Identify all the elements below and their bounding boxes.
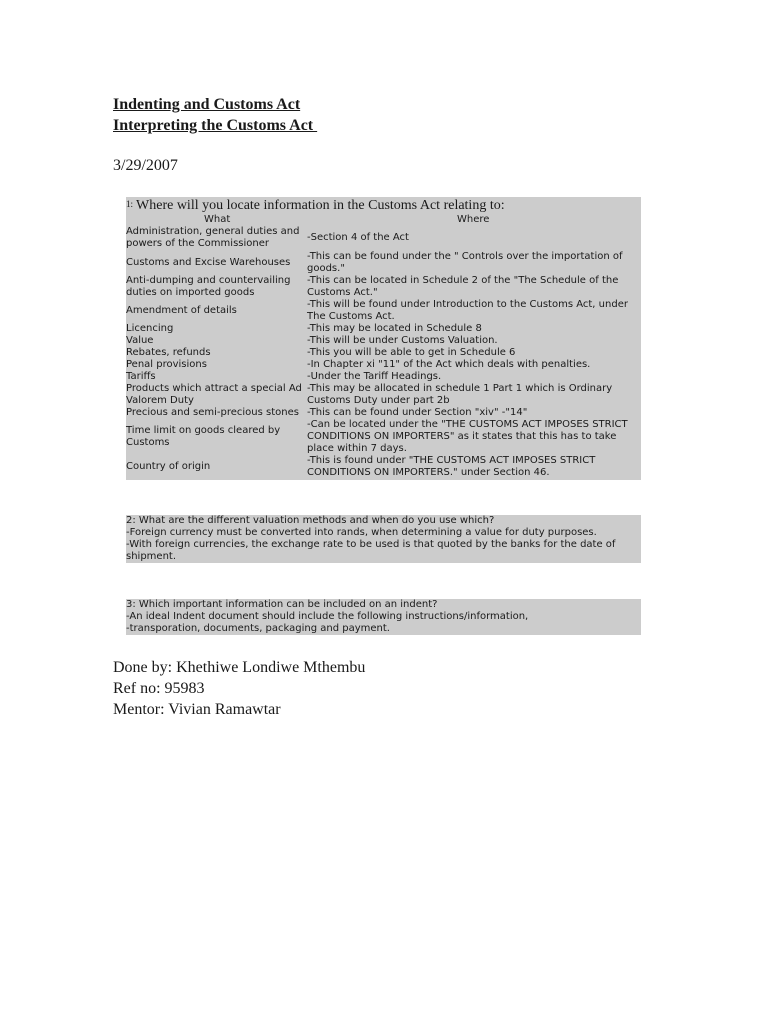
question-3-line: 3: Which important information can be included on an indent? — [126, 599, 438, 610]
row-where: -This may be located in Schedule 8 — [307, 323, 482, 334]
row-what: Customs and Excise Warehouses — [126, 257, 291, 268]
mentor: Mentor: Vivian Ramawtar — [113, 701, 281, 718]
question-2-text — [126, 515, 641, 563]
question-2-line: -Foreign currency must be converted into rands, when determining a value for duty purposes. — [126, 527, 597, 538]
table-row — [126, 407, 641, 419]
question-3-section — [126, 599, 641, 635]
table-row — [126, 335, 641, 347]
row-where: -This is found under "THE CUSTOMS ACT IMPOSES STRICT CONDITIONS ON IMPORTERS." under Section 46. — [307, 455, 596, 478]
column-header-what: What — [204, 214, 231, 225]
question-2-line: 2: What are the different valuation methods and when do you use which? — [126, 515, 495, 526]
row-where: -In Chapter xi "11" of the Act which deals with penalties. — [307, 359, 591, 370]
row-where: -Section 4 of the Act — [307, 232, 409, 243]
done-by: Done by: Khethiwe Londiwe Mthembu — [113, 659, 366, 676]
table-row — [126, 299, 641, 323]
table-row — [126, 371, 641, 383]
row-where: -Can be located under the "THE CUSTOMS ACT IMPOSES STRICT CONDITIONS ON IMPORTERS" as it states that this has to take place within 7 days. — [307, 419, 628, 454]
row-what: Rebates, refunds — [126, 347, 211, 358]
row-where: -This can be found under the " Controls over the importation of goods." — [307, 251, 623, 274]
row-where: -This you will be able to get in Schedule 6 — [307, 347, 516, 358]
row-what: Products which attract a special Ad Valorem Duty — [126, 383, 302, 406]
table-row — [126, 455, 641, 479]
table-row — [126, 359, 641, 371]
row-what: Time limit on goods cleared by Customs — [126, 425, 281, 448]
row-what: Licencing — [126, 323, 174, 334]
row-what: Amendment of details — [126, 305, 237, 316]
row-where: -This can be located in Schedule 2 of the "The Schedule of the Customs Act." — [307, 275, 619, 298]
table-row — [126, 275, 641, 299]
question-2-section — [126, 515, 641, 563]
row-what: Country of origin — [126, 461, 211, 472]
question-3-line: -transporation, documents, packaging and payment. — [126, 623, 390, 634]
table-row — [126, 323, 641, 335]
row-what: Penal provisions — [126, 359, 207, 370]
row-what: Precious and semi-precious stones — [126, 407, 299, 418]
document-subtitle: Interpreting the Customs Act — [113, 117, 318, 134]
row-what: Value — [126, 335, 154, 346]
question-1-title — [126, 197, 505, 215]
question-1-number: 1: — [126, 199, 134, 209]
row-where: -This may be allocated in schedule 1 Part 1 which is Ordinary Customs Duty under part 2b — [307, 383, 613, 406]
row-where: -This will be under Customs Valuation. — [307, 335, 498, 346]
table-row — [126, 419, 641, 455]
table-row — [126, 225, 641, 251]
column-header-where: Where — [457, 214, 490, 225]
question-1-section — [126, 197, 641, 480]
table-row — [126, 347, 641, 359]
row-what: Anti-dumping and countervailing duties on imported goods — [126, 275, 291, 298]
row-where: -This can be found under Section "xiv" -"14" — [307, 407, 528, 418]
question-1-text: Where will you locate information in the Customs Act relating to: — [136, 198, 505, 213]
ref-no: Ref no: 95983 — [113, 680, 205, 697]
row-where: -This will be found under Introduction to the Customs Act, under The Customs Act. — [307, 299, 628, 322]
question-2-line: -With foreign currencies, the exchange rate to be used is that quoted by the banks for the date of shipment. — [126, 539, 616, 562]
row-what: Tariffs — [126, 371, 156, 382]
row-where: -Under the Tariff Headings. — [307, 371, 442, 382]
table-row — [126, 251, 641, 275]
question-3-line: -An ideal Indent document should include the following instructions/information, — [126, 611, 529, 622]
table-row — [126, 383, 641, 407]
question-3-text — [126, 599, 641, 635]
document-date: 3/29/2007 — [113, 157, 178, 174]
row-what: Administration, general duties and powers of the Commissioner — [126, 226, 300, 249]
document-title: Indenting and Customs Act — [113, 96, 301, 113]
